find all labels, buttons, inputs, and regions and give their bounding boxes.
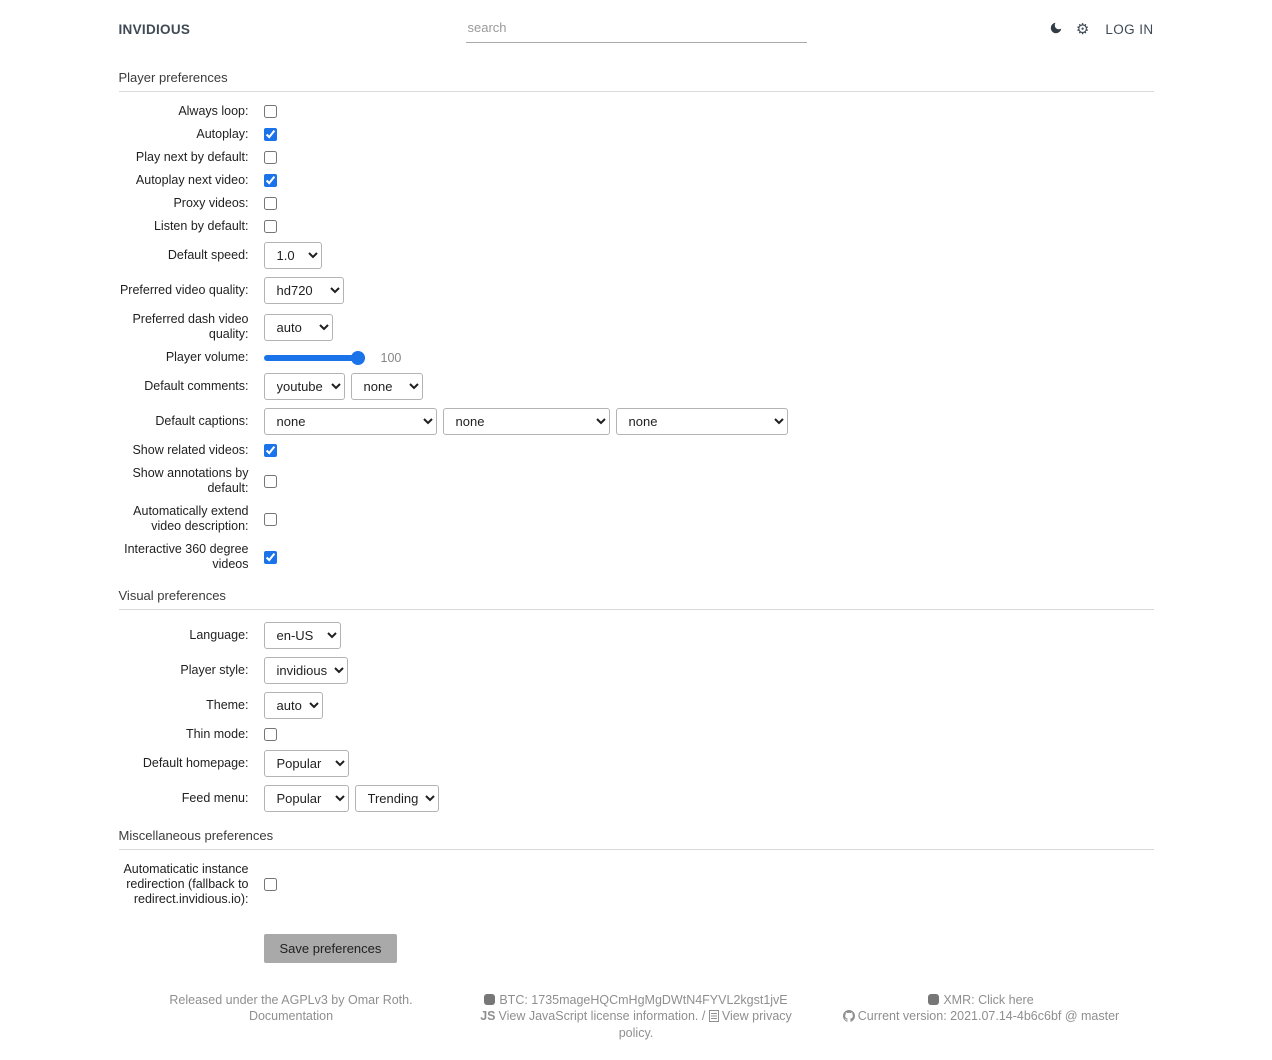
related-videos-label: Show related videos: [132, 443, 249, 457]
monero-icon [928, 994, 939, 1005]
row-theme [119, 692, 1154, 719]
bitcoin-icon [484, 994, 495, 1005]
default-comments-select-1[interactable] [264, 373, 345, 400]
vr-mode-checkbox[interactable] [264, 551, 277, 564]
version-text: Current version: 2021.07.14-4b6c6bf @ master [857, 1008, 1120, 1023]
save-preferences-button[interactable]: Save preferences [264, 934, 398, 963]
feed-menu-select-1[interactable] [264, 785, 349, 812]
proxy-videos-label: Proxy videos: [173, 196, 249, 210]
privacy-policy-icon [709, 1011, 719, 1025]
row-default-captions [119, 408, 1154, 435]
listen-default-label: Listen by default: [153, 219, 249, 233]
row-autoplay [119, 127, 1154, 142]
default-captions-select-2[interactable] [443, 408, 610, 435]
proxy-videos-checkbox[interactable] [264, 197, 277, 210]
row-proxy-videos [119, 196, 1154, 211]
player-style-label: Player style: [180, 663, 249, 677]
dash-quality-select[interactable] [264, 314, 333, 341]
row-language [119, 622, 1154, 649]
github-icon [843, 1011, 855, 1025]
row-dash-quality [119, 312, 1154, 342]
vr-mode-label: Interactive 360 degree videos [124, 542, 249, 571]
javascript-icon: JS [480, 1008, 496, 1023]
brand-logo[interactable]: INVIDIOUS [118, 21, 191, 37]
row-default-homepage [119, 750, 1154, 777]
feed-menu-label: Feed menu: [181, 791, 249, 805]
language-label: Language: [189, 628, 249, 642]
thin-mode-label: Thin mode: [185, 727, 249, 741]
default-captions-select-1[interactable] [264, 408, 437, 435]
topbar-actions [807, 21, 1154, 38]
row-vr-mode [119, 542, 1154, 572]
page-container [119, 0, 1154, 1060]
section-title-player: Player preferences [119, 70, 1154, 92]
default-captions-select-3[interactable] [616, 408, 788, 435]
language-select[interactable] [264, 622, 341, 649]
extend-description-label: Automatically extend video description: [133, 504, 249, 533]
always-loop-checkbox[interactable] [264, 105, 277, 118]
footer-left [119, 993, 464, 1042]
extend-description-checkbox[interactable] [264, 513, 277, 526]
section-title-visual: Visual preferences [119, 588, 1154, 610]
search-input[interactable] [466, 15, 807, 43]
theme-select[interactable] [264, 692, 323, 719]
documentation-link[interactable]: Documentation [248, 1008, 334, 1023]
row-annotations [119, 466, 1154, 496]
default-speed-select[interactable] [264, 242, 322, 269]
default-comments-select-2[interactable] [351, 373, 423, 400]
row-video-quality [119, 277, 1154, 304]
row-auto-redirect [119, 862, 1154, 907]
page-footer [119, 993, 1154, 1060]
auto-redirect-checkbox[interactable] [264, 878, 277, 891]
misc-preferences-section [119, 862, 1154, 907]
row-always-loop [119, 104, 1154, 119]
dash-quality-label: Preferred dash video quality: [132, 312, 249, 341]
video-quality-select[interactable] [264, 277, 344, 304]
row-play-next [119, 150, 1154, 165]
play-next-label: Play next by default: [135, 150, 249, 164]
player-volume-slider[interactable] [264, 355, 365, 361]
row-player-style [119, 657, 1154, 684]
row-thin-mode [119, 727, 1154, 742]
play-next-checkbox[interactable] [264, 151, 277, 164]
preferences-link[interactable] [1075, 19, 1090, 38]
thin-mode-checkbox[interactable] [264, 728, 277, 741]
theme-label: Theme: [206, 698, 249, 712]
footer-right [809, 993, 1154, 1042]
autoplay-checkbox[interactable] [264, 128, 277, 141]
annotations-label: Show annotations by default: [132, 466, 249, 495]
row-extend-description [119, 504, 1154, 534]
row-related-videos [119, 443, 1154, 458]
search-box [466, 15, 807, 43]
xmr-prefix: XMR: [943, 993, 975, 1007]
footer-separator: / [701, 1008, 706, 1023]
autoplay-next-checkbox[interactable] [264, 174, 277, 187]
row-feed-menu [119, 785, 1154, 812]
listen-default-checkbox[interactable] [264, 220, 277, 233]
default-speed-label: Default speed: [167, 248, 249, 262]
top-navbar [119, 0, 1154, 54]
video-quality-label: Preferred video quality: [119, 283, 249, 297]
feed-menu-select-2[interactable] [355, 785, 439, 812]
default-homepage-label: Default homepage: [142, 756, 249, 770]
footer-middle [464, 993, 809, 1042]
row-default-comments [119, 373, 1154, 400]
player-volume-value: 100 [380, 350, 402, 365]
section-title-misc: Miscellaneous preferences [119, 828, 1154, 850]
player-style-select[interactable] [264, 657, 348, 684]
row-autoplay-next [119, 173, 1154, 188]
row-player-volume [119, 350, 1154, 365]
player-volume-label: Player volume: [165, 350, 249, 364]
dark-mode-toggle[interactable] [1049, 21, 1063, 38]
footer-license-line: Released under the AGPLv3 by Omar Roth. [169, 993, 413, 1007]
xmr-link[interactable]: Click here [978, 993, 1034, 1007]
player-preferences-section [119, 104, 1154, 572]
visual-preferences-section [119, 622, 1154, 812]
annotations-checkbox[interactable] [264, 475, 277, 488]
btc-address: BTC: 1735mageHQCmHgMgDWtN4FYVL2kgst1jvE [499, 993, 788, 1007]
row-default-speed [119, 242, 1154, 269]
default-captions-label: Default captions: [155, 414, 249, 428]
privacy-policy-link[interactable]: View privacy policy. [618, 1008, 792, 1040]
gear-icon: ⚙ [1075, 19, 1090, 38]
login-link[interactable]: LOG IN [1105, 21, 1154, 37]
default-comments-label: Default comments: [144, 379, 249, 393]
auto-redirect-label: Automaticatic instance redirection (fallback to redirect.invidious.io): [123, 862, 249, 906]
js-license-link[interactable]: View JavaScript license information. [498, 1008, 699, 1023]
autoplay-label: Autoplay: [196, 127, 249, 141]
autoplay-next-label: Autoplay next video: [135, 173, 249, 187]
always-loop-label: Always loop: [178, 104, 249, 118]
moon-icon [1049, 21, 1063, 38]
default-homepage-select[interactable] [264, 750, 349, 777]
related-videos-checkbox[interactable] [264, 444, 277, 457]
row-listen-default [119, 219, 1154, 234]
